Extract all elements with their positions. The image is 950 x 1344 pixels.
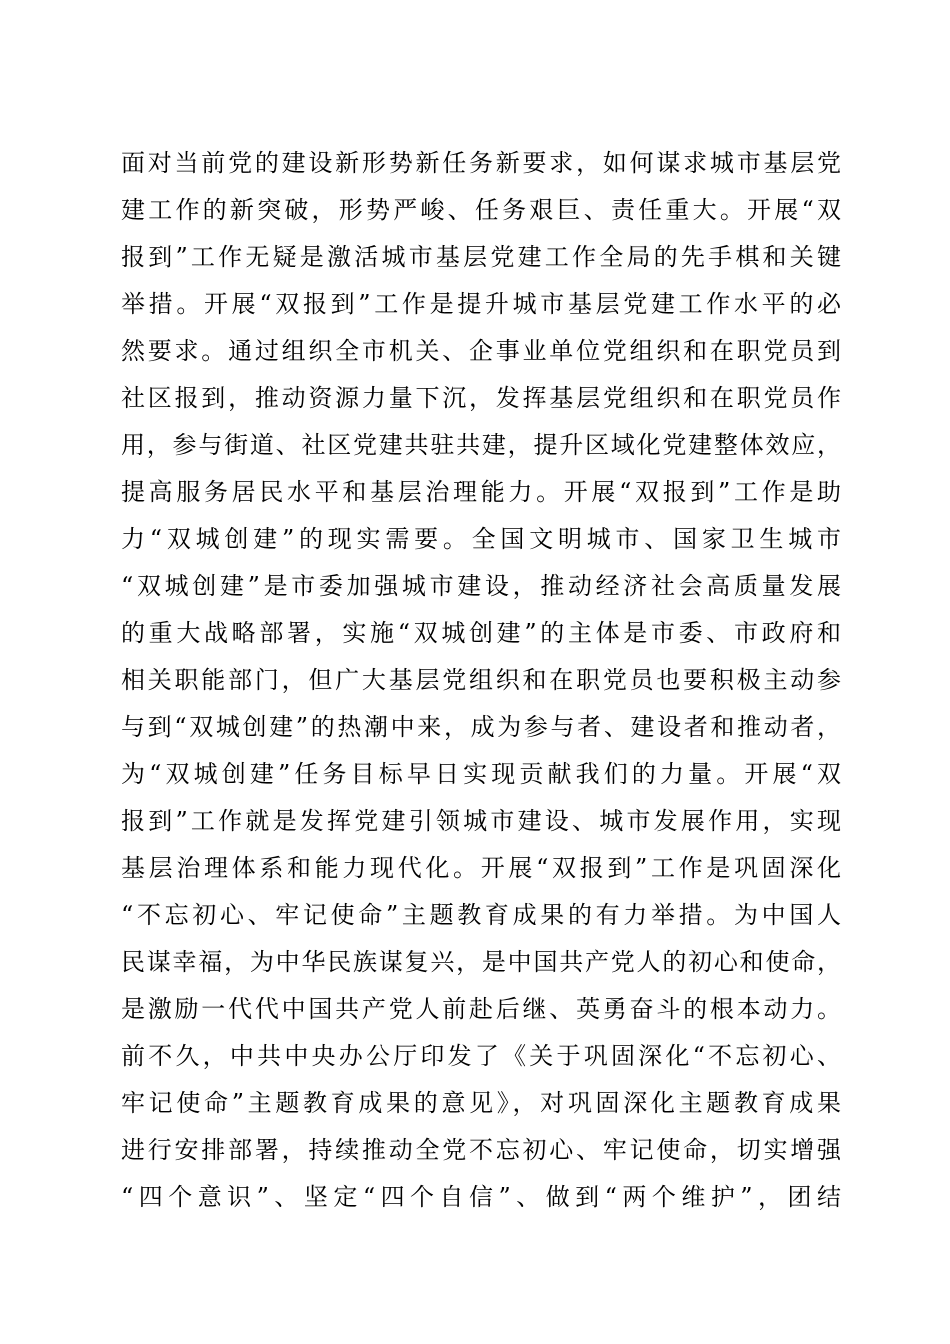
text-line: 进行安排部署，持续推动全党不忘初心、牢记使命，切实增强 xyxy=(121,1136,841,1164)
text-line: 力“双城创建”的现实需要。全国文明城市、国家卫生城市 xyxy=(121,525,841,553)
text-line: 面对当前党的建设新形势新任务新要求，如何谋求城市基层党 xyxy=(121,149,841,177)
text-line: “双城创建”是市委加强城市建设，推动经济社会高质量发展 xyxy=(121,572,841,600)
text-line: 前不久，中共中央办公厅印发了《关于巩固深化“不忘初心、 xyxy=(121,1042,841,1070)
text-line: 社区报到，推动资源力量下沉，发挥基层党组织和在职党员作 xyxy=(121,384,841,412)
text-line: 是激励一代代中国共产党人前赴后继、英勇奋斗的根本动力。 xyxy=(121,995,841,1023)
text-line: 牢记使命”主题教育成果的意见》，对巩固深化主题教育成果 xyxy=(121,1089,841,1117)
text-line: 举措。开展“双报到”工作是提升城市基层党建工作水平的必 xyxy=(121,290,841,318)
text-line: “不忘初心、牢记使命”主题教育成果的有力举措。为中国人 xyxy=(121,901,841,929)
text-line: 然要求。通过组织全市机关、企事业单位党组织和在职党员到 xyxy=(121,337,841,365)
text-line: 提高服务居民水平和基层治理能力。开展“双报到”工作是助 xyxy=(121,478,841,506)
text-line: 报到”工作无疑是激活城市基层党建工作全局的先手棋和关键 xyxy=(121,243,841,271)
text-line: 为“双城创建”任务目标早日实现贡献我们的力量。开展“双 xyxy=(121,760,841,788)
text-line: 用，参与街道、社区党建共驻共建，提升区域化党建整体效应， xyxy=(121,431,841,459)
text-line: “四个意识”、坚定“四个自信”、做到“两个维护”，团结 xyxy=(121,1183,841,1211)
text-line: 报到”工作就是发挥党建引领城市建设、城市发展作用，实现 xyxy=(121,807,841,835)
body-paragraph xyxy=(121,140,841,1221)
text-line: 的重大战略部署，实施“双城创建”的主体是市委、市政府和 xyxy=(121,619,841,647)
text-line: 基层治理体系和能力现代化。开展“双报到”工作是巩固深化 xyxy=(121,854,841,882)
text-line: 民谋幸福，为中华民族谋复兴，是中国共产党人的初心和使命， xyxy=(121,948,841,976)
text-line: 与到“双城创建”的热潮中来，成为参与者、建设者和推动者， xyxy=(121,713,841,741)
text-line: 相关职能部门，但广大基层党组织和在职党员也要积极主动参 xyxy=(121,666,841,694)
text-line: 建工作的新突破，形势严峻、任务艰巨、责任重大。开展“双 xyxy=(121,196,841,224)
